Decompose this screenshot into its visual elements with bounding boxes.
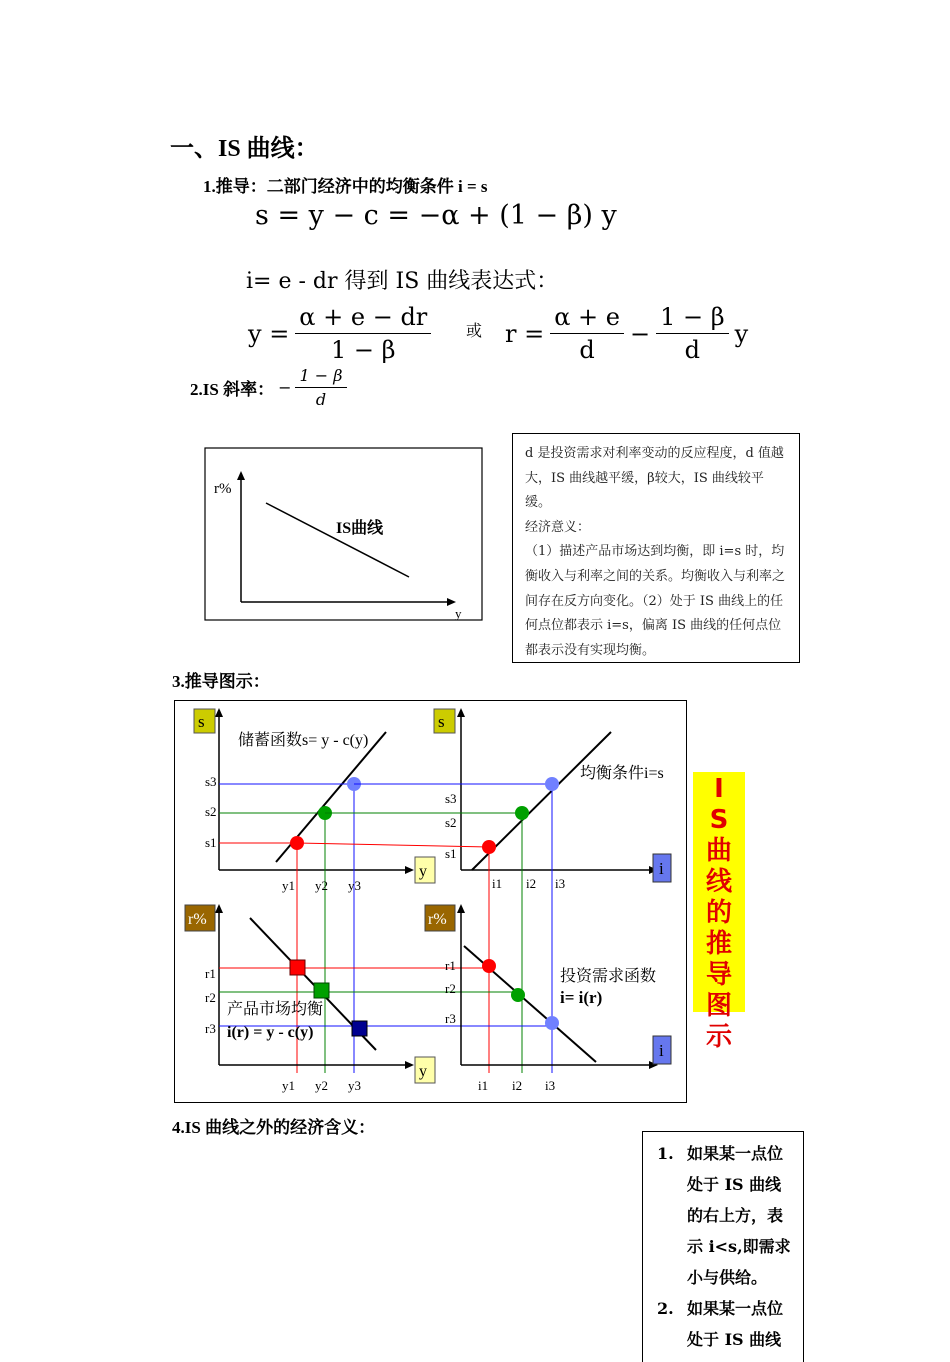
bl-r3-tick: r3 [205, 1021, 216, 1036]
tr-point-2 [515, 806, 529, 820]
investment-expr: i= e - dr [246, 269, 338, 294]
slope-fraction [295, 366, 346, 409]
investment-text: 得到 IS 曲线表达式： [337, 269, 559, 294]
list-item [657, 1138, 793, 1293]
banner-char: 曲 [705, 836, 732, 866]
br-r1-tick: r1 [445, 958, 456, 973]
br-point-2 [511, 988, 525, 1002]
slope-denominator: d [315, 390, 327, 409]
is-r-denominator-1: d [579, 336, 595, 364]
is-graph-r-label: r% [214, 481, 232, 497]
list-line: 示 i<s,即需求 [687, 1237, 791, 1256]
is-graph-y-label: y [455, 606, 462, 621]
br-r-box-label: r% [428, 911, 447, 928]
br-i1-tick: i1 [478, 1078, 489, 1093]
section-1-label: 1.推导：二部门经济中的均衡条件 [203, 177, 458, 196]
tl-y1-tick: y1 [282, 878, 295, 893]
bl-r-box-label: r% [188, 911, 207, 928]
br-point-1 [482, 959, 496, 973]
or-label: 或 [466, 321, 483, 340]
derivation-banner [693, 772, 745, 1052]
section-3-title: 3.推导图示： [172, 672, 270, 691]
is-curve-label: IS曲线 [336, 520, 384, 537]
br-i3-tick: i3 [545, 1078, 556, 1093]
bl-r2-tick: r2 [205, 990, 216, 1005]
is-r-numerator-1: α + e [550, 303, 624, 334]
banner-char: I [714, 774, 724, 804]
bl-y1-tick: y1 [282, 1078, 295, 1093]
investment-equation [246, 264, 558, 295]
tl-s3-tick: s3 [205, 774, 217, 789]
section-2-title: 2.IS 斜率： [190, 380, 275, 399]
is-y-lhs: y = [248, 319, 290, 348]
tl-s1-tick: s1 [205, 835, 217, 850]
note-meaning-title: 经济意义： [525, 519, 591, 535]
equilibrium-condition: i = s [458, 177, 488, 196]
is-equation-y [248, 303, 431, 364]
list-item-number: 2. [657, 1299, 674, 1318]
section-1-title [203, 172, 488, 197]
tl-y2-tick: y2 [315, 878, 328, 893]
is-r-numerator-2: 1 − β [656, 303, 729, 334]
tr-s3-tick: s3 [445, 791, 457, 806]
br-i2-tick: i2 [512, 1078, 523, 1093]
br-i-box-label: i [659, 1041, 664, 1060]
bl-y-box-label: y [419, 1063, 427, 1080]
is-r-denominator-2: d [684, 336, 701, 364]
banner-char: S [709, 805, 729, 835]
bl-point-2 [314, 983, 329, 998]
br-r2-tick: r2 [445, 981, 456, 996]
list-line: 的右上方，表 [687, 1206, 784, 1225]
note-meaning: （1）描述产品市场达到均衡，即 i=s 时，均衡收入与利率之间的关系。均衡收入与利率之间存在反方向变化。（2）处于 IS 曲线上的任何点位都表示 i=s，偏离 IS 曲线的任何点位都表示没有实现均衡。 [525, 544, 786, 658]
tr-i3-tick: i3 [555, 876, 566, 891]
banner-char: 导 [705, 960, 732, 990]
bl-y2-tick: y2 [315, 1078, 328, 1093]
list-line: 如果某一点位 [687, 1144, 784, 1163]
section-2 [190, 366, 347, 409]
is-y-fraction [295, 303, 431, 364]
investment-label: 投资需求函数 [560, 968, 657, 985]
meaning-list [643, 1132, 803, 1355]
tr-s1-tick: s1 [445, 846, 457, 861]
list-line: 如果某一点位 [687, 1299, 784, 1318]
tl-y3-tick: y3 [348, 878, 361, 893]
investment-equation-label: i= i(r) [560, 988, 603, 1007]
list-item-text [687, 1138, 791, 1293]
list-item [657, 1293, 793, 1355]
note-box [512, 433, 800, 663]
page-title: 一、IS 曲线： [170, 136, 319, 162]
tl-y-box-label: y [419, 863, 427, 880]
slope-numerator: 1 − β [295, 366, 346, 388]
bl-point-3 [352, 1021, 367, 1036]
product-market-label: 产品市场均衡 [227, 1001, 324, 1018]
list-line: 处于 IS 曲线 [687, 1175, 782, 1194]
tr-point-1 [482, 840, 496, 854]
is-r-minus: − [630, 319, 651, 348]
is-y-numerator: α + e − dr [295, 303, 431, 334]
is-y-denominator: 1 − β [331, 336, 396, 364]
derivation-diagram [174, 700, 688, 1104]
banner-char: 线 [705, 867, 732, 897]
is-r-tail: y [734, 319, 749, 348]
is-r-fraction-2 [656, 303, 729, 364]
list-line: 小与供给。 [687, 1268, 768, 1287]
bl-y3-tick: y3 [348, 1078, 361, 1093]
list-line: 处于 IS 曲线 [687, 1330, 782, 1349]
product-market-equation: i(r) = y - c(y) [227, 1024, 314, 1041]
tr-s-box-label: s [438, 712, 445, 731]
tr-i-box-label: i [659, 859, 664, 878]
tr-i1-tick: i1 [492, 876, 503, 891]
banner-char: 的 [705, 898, 732, 928]
diagram-frame [175, 701, 687, 1103]
banner-char: 图 [705, 991, 732, 1021]
tl-s2-tick: s2 [205, 804, 217, 819]
is-r-lhs: r = [505, 319, 545, 348]
saving-function-label: 储蓄函数s= y - c(y) [238, 732, 369, 749]
tr-s2-tick: s2 [445, 815, 457, 830]
bl-r1-tick: r1 [205, 966, 216, 981]
br-point-3 [545, 1016, 559, 1030]
tl-s-box-label: s [198, 712, 205, 731]
is-r-fraction-1 [550, 303, 624, 364]
equilibrium-label: 均衡条件i=s [580, 765, 664, 782]
tr-i2-tick: i2 [526, 876, 537, 891]
note-slope: d 是投资需求对利率变动的反应程度，d 值越大，IS 曲线越平缓，β较大，IS 曲线较平缓。 [525, 446, 784, 511]
meaning-list-box [642, 1131, 804, 1362]
list-item-number: 1. [657, 1144, 674, 1163]
banner-char: 推 [705, 929, 732, 959]
tr-point-3 [545, 777, 559, 791]
is-equation-r [505, 303, 748, 364]
banner-char: 示 [705, 1022, 732, 1052]
saving-equation: s = y − c = −α + (1 − β) y [255, 200, 617, 231]
is-curve-graph [204, 447, 484, 623]
section-4-title: 4.IS 曲线之外的经济含义： [172, 1118, 376, 1137]
bl-point-1 [290, 960, 305, 975]
br-r3-tick: r3 [445, 1011, 456, 1026]
slope-sign: − [278, 378, 292, 397]
list-item-text [687, 1293, 783, 1355]
